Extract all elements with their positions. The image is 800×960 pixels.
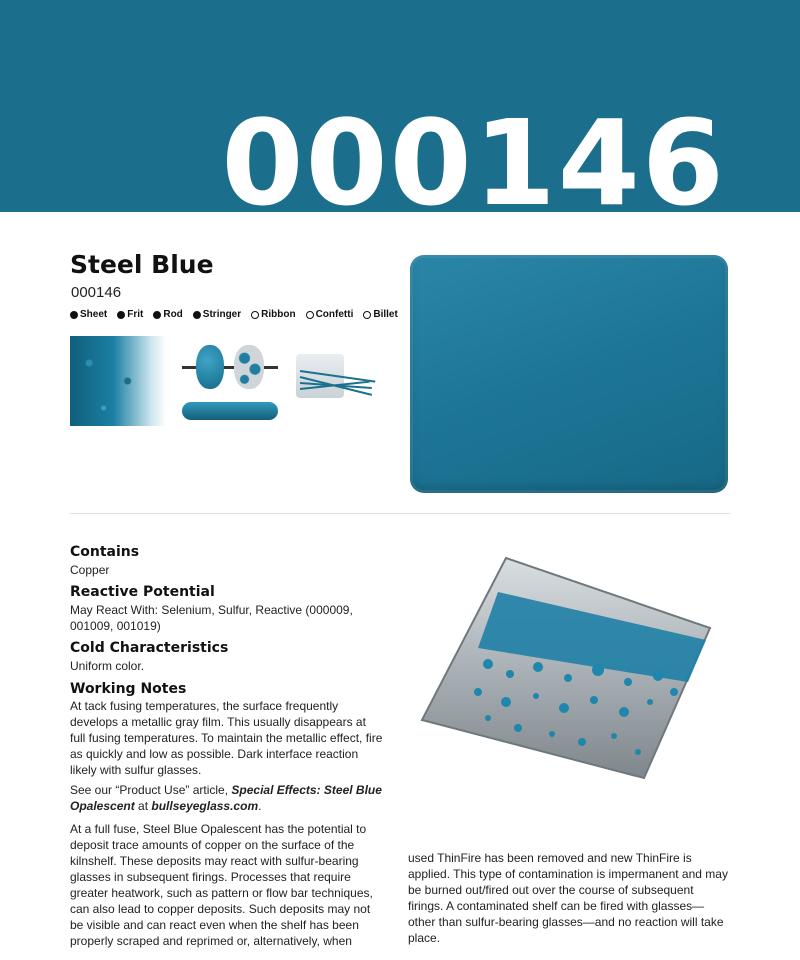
product-code: 000146 xyxy=(71,284,122,301)
form-label: Sheet xyxy=(80,309,108,320)
reactive-text: May React With: Selenium, Sulfur, Reactive (000009, 001009, 001019) xyxy=(70,603,353,633)
rod-image xyxy=(182,402,278,420)
availability-dot-icon xyxy=(193,311,201,319)
article-link[interactable]: Special Effects: Steel Blue Opalescent xyxy=(70,783,382,813)
working-para-2 xyxy=(70,782,384,814)
working-para-2-mid: at xyxy=(134,799,152,813)
cold-text: Uniform color. xyxy=(70,659,145,673)
frit-image xyxy=(70,336,166,426)
header-band xyxy=(0,0,800,212)
bead-dotted xyxy=(234,345,264,389)
form-label: Stringer xyxy=(202,309,242,320)
form-item xyxy=(251,309,295,320)
working-para-1: At tack fusing temperatures, the surface frequently develops a metallic gray film. This usually disappears at full fusing temperatures. To maintain the metallic effect, fire as quickly and low as possible. Dark interface reaction likely with sulfur glasses. xyxy=(70,699,383,777)
working-heading: Working Notes xyxy=(70,681,187,697)
availability-dot-icon xyxy=(117,311,125,319)
website-link[interactable]: bullseyeglass.com xyxy=(151,799,259,813)
form-item xyxy=(117,309,143,320)
form-label: Billet xyxy=(373,309,398,320)
form-label: Confetti xyxy=(315,309,354,320)
product-code-large: 000146 xyxy=(221,104,726,212)
availability-dot-icon xyxy=(306,311,314,319)
form-item xyxy=(306,309,354,320)
forms-availability xyxy=(70,309,398,320)
form-label: Rod xyxy=(163,309,183,320)
stringer-image xyxy=(296,348,376,404)
form-item xyxy=(193,309,241,320)
availability-dot-icon xyxy=(70,311,78,319)
beads-image xyxy=(182,342,278,392)
availability-dot-icon xyxy=(363,311,371,319)
form-item xyxy=(70,309,107,320)
availability-dot-icon xyxy=(251,311,259,319)
cold-heading: Cold Characteristics xyxy=(70,640,229,656)
contains-text: Copper xyxy=(70,563,110,577)
bead-solid xyxy=(196,345,224,389)
sheet-glass-image xyxy=(410,255,728,493)
form-label: Frit xyxy=(127,309,144,320)
working-para-2-prefix: See our “Product Use” article, xyxy=(70,783,232,797)
form-item xyxy=(363,309,397,320)
fused-tile-image xyxy=(418,552,714,782)
availability-dot-icon xyxy=(153,311,161,319)
working-para-3: At a full fuse, Steel Blue Opalescent has the potential to deposit trace amounts of copper on the surface of the kilnshelf. These deposits may react with sulfur-bearing glasses in subsequent firings. Processes that require greater heatwork, such as pattern or flow bar techniques, can also lead to copper deposits. Such deposits may not be visible and can react even when the shelf has been properly scraped and reprimed or, alternatively, when xyxy=(70,822,373,948)
working-para-3-cont: used ThinFire has been removed and new ThinFire is applied. This type of contamination is impermanent and may be burned out/fired out over the course of subsequent firings. A contaminated shelf can be fired with glasses—other than sulfur-bearing glasses—and no reaction will take place. xyxy=(408,851,728,945)
form-item xyxy=(153,309,182,320)
form-label: Ribbon xyxy=(261,309,296,320)
product-name: Steel Blue xyxy=(70,250,214,279)
working-para-2-suffix: . xyxy=(258,799,262,813)
contains-heading: Contains xyxy=(70,544,140,560)
reactive-heading: Reactive Potential xyxy=(70,584,215,600)
section-divider xyxy=(70,513,730,514)
